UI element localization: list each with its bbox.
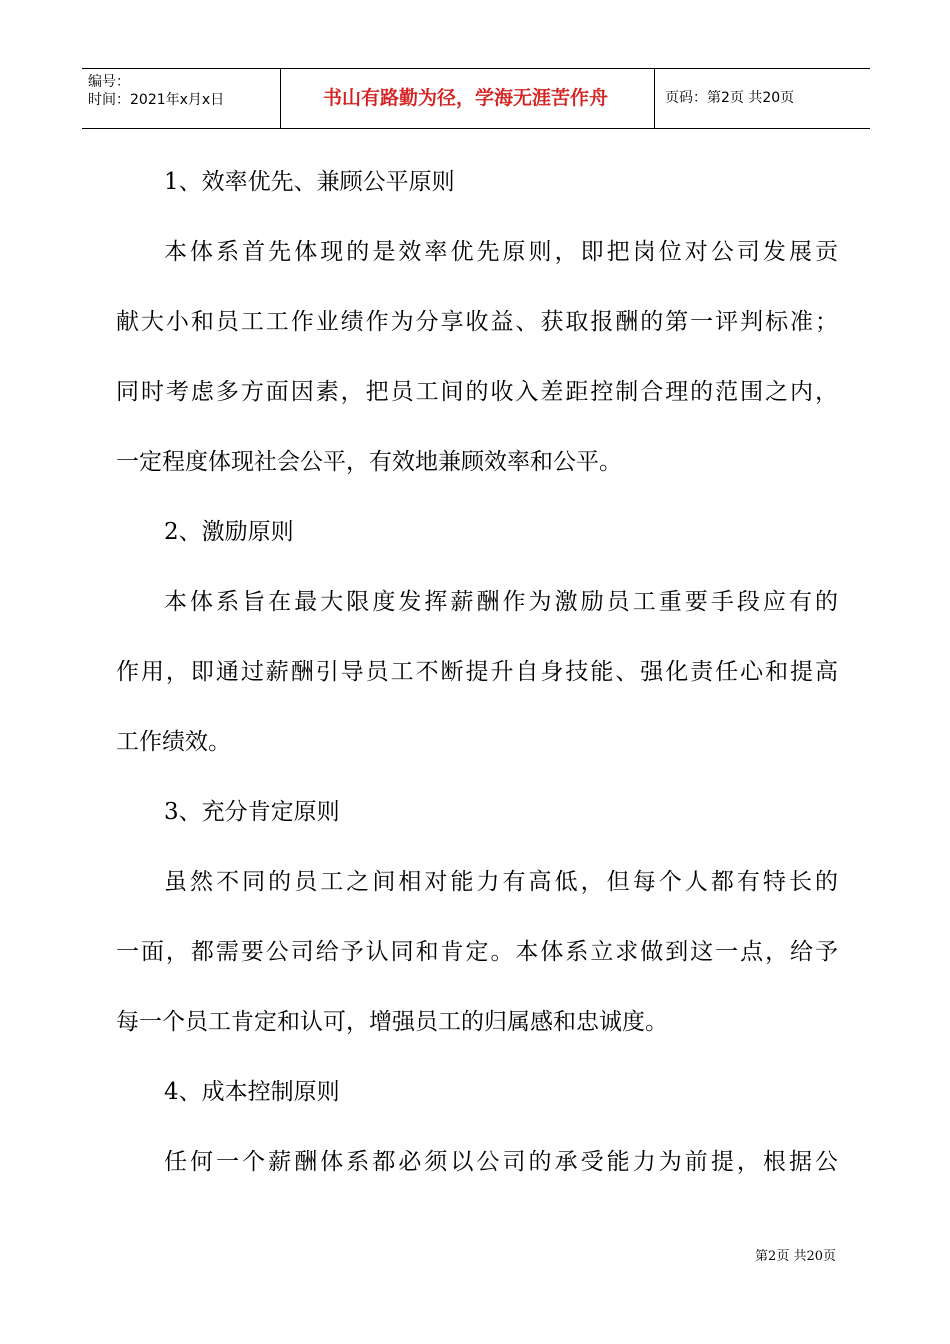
paragraph-line: 一面，都需要公司给予认同和肯定。本体系立求做到这一点，给予: [116, 939, 838, 965]
section-heading: 2、激励原则: [164, 519, 294, 545]
paragraph-line: 本体系旨在最大限度发挥薪酬作为激励员工重要手段应有的: [164, 589, 838, 615]
header-motto: 书山有路勤为径，学海无涯苦作舟: [281, 69, 655, 128]
paragraph-line: 虽然不同的员工之间相对能力有高低，但每个人都有特长的: [164, 869, 838, 895]
paragraph-line: 工作绩效。: [116, 729, 231, 755]
paragraph-line: 献大小和员工工作业绩作为分享收益、获取报酬的第一评判标准；: [116, 309, 838, 335]
paragraph-line: 作用，即通过薪酬引导员工不断提升自身技能、强化责任心和提高: [116, 659, 838, 685]
document-body: [116, 154, 838, 1204]
document-number-label: 编号：: [88, 74, 130, 90]
page-header: [82, 68, 870, 129]
paragraph-line: 每一个员工肯定和认可，增强员工的归属感和忠诚度。: [116, 1009, 668, 1035]
section-heading: 4、成本控制原则: [164, 1079, 340, 1105]
header-meta: [82, 69, 281, 128]
header-page-info: 页码：第2页 共20页: [665, 90, 795, 106]
paragraph-line: 任何一个薪酬体系都必须以公司的承受能力为前提，根据公: [164, 1149, 838, 1175]
paragraph-line: 同时考虑多方面因素，把员工间的收入差距控制合理的范围之内，: [116, 379, 838, 405]
page-footer: 第2页 共20页: [755, 1249, 836, 1264]
section-heading: 1、效率优先、兼顾公平原则: [164, 169, 455, 195]
paragraph-line: 本体系首先体现的是效率优先原则，即把岗位对公司发展贡: [164, 239, 838, 265]
paragraph-line: 一定程度体现社会公平，有效地兼顾效率和公平。: [116, 449, 622, 475]
document-date: 时间：2021年x月x日: [88, 92, 225, 108]
section-heading: 3、充分肯定原则: [164, 799, 340, 825]
